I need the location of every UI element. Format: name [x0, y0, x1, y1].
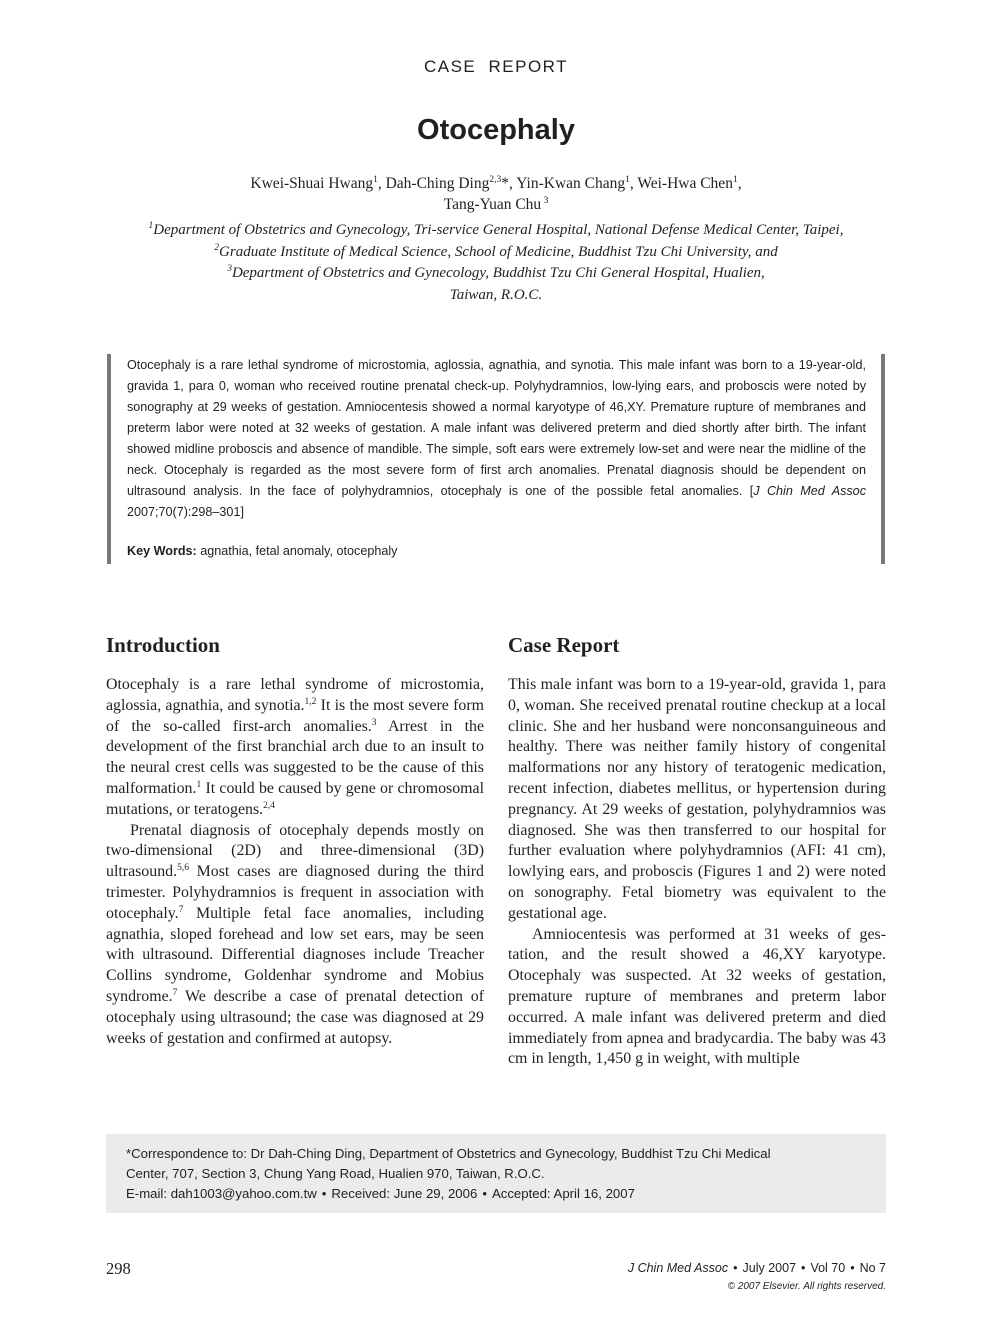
author: Kwei-Shuai Hwang	[250, 175, 374, 192]
separator: ,	[509, 175, 517, 192]
reference-mark: 7	[172, 987, 178, 998]
text-run: Arrest in the development of the first branchial arch due to an insult to the neural crest cells was suggested to be the cause of this malformation.	[106, 717, 484, 797]
reference-mark: 2,4	[263, 800, 275, 811]
bullet-separator: •	[850, 1261, 855, 1275]
email: E-mail: dah1003@yahoo.com.tw	[126, 1186, 317, 1201]
affil-mark: 3	[227, 264, 232, 274]
bullet-separator: •	[733, 1261, 738, 1275]
text-run: Most cases are diagnosed during the third trimester. Polyhydramnios is frequent in association with otocephaly.	[106, 863, 484, 922]
bullet-separator: •	[482, 1186, 487, 1201]
author: Yin-Kwan Chang	[516, 175, 626, 192]
case-report-column	[508, 634, 886, 1070]
text-run: Multiple fetal face anomalies, including agnathia, sloped forehead and low set ears, may be seen with ultrasound. Differential diagnoses include Treacher Collins syndrome, Goldenhar syndrome and Mobius syndrome.	[106, 904, 484, 1005]
citation-bracket: [	[749, 484, 754, 498]
abstract-body: Otocephaly is a rare lethal syndrome of microstomia, aglossia, agnathia, and synotia. This male infant was born to a 19-year-old, gravida 1, para 0, woman who received routine prenatal check-up. Polyhydramnios, low-lying ears, and proboscis were noted by sonography at 29 weeks of gestation. Amniocentesis showed a normal karyotype of 46,XY. Premature rupture of membranes and preterm labor were noted at 32 weeks of gestation. A male infant was delivered preterm and died shortly after birth. The infant showed midline proboscis and absence of mandible. The simple, soft ears were extremely low-set and were near the midline of the neck. Otocephaly is regarded as the most severe form of first arch anomalies. Prenatal diagnosis should be dependent on ultrasound analysis. In the face of polyhydramnios, otocephaly is one of the possible fetal anomalies.	[127, 358, 866, 498]
keywords	[127, 541, 866, 562]
correspondence-line: *Correspondence to: Dr Dah-Ching Ding, Department of Obstetrics and Gynecology, Buddhist Tzu Chi Medical	[126, 1146, 771, 1161]
section-label: CASE REPORT	[423, 57, 569, 76]
introduction-paragraph	[106, 675, 484, 821]
affiliation	[0, 242, 992, 264]
text-run: Otocephaly is a rare lethal syndrome of microstomia, aglossia, agnathia, and synotia.	[106, 676, 484, 714]
author: Tang-Yuan Chu	[443, 196, 542, 213]
volume: Vol 70	[810, 1261, 846, 1275]
reference-mark: 5,6	[177, 863, 189, 874]
issue-number: No 7	[859, 1261, 886, 1275]
text-run: It is the most severe form of the so-called first-arch anomalies.	[106, 696, 484, 735]
affil-mark: 2	[214, 242, 220, 253]
affiliation	[0, 220, 992, 242]
case-report-paragraph: This male infant was born to a 19-year-old, gravida 1, para 0, woman. She received prenatal routine checkup at a local clinic. She and her husband were nonconsanguineous and healthy. There was neither family history of congenital malformations nor any history of teratogenic medication, recent infection, diabetes mellitus, or hypertension during pregnancy. At 29 weeks of gestation, polyhydramnios was diagnosed. She was then transferred to our hospital for further evaluation where polyhydramnios (AFI: 41 cm), lowlying ears, and proboscis (Figures 1 and 2) were noted on sonography. Fetal biometry was equivalent to the gestational age.	[508, 676, 886, 922]
reference-mark: 1,2	[304, 696, 317, 707]
affiliation	[0, 285, 992, 307]
author-affil-mark: 1	[373, 175, 378, 185]
author-affil-mark: 1	[732, 175, 738, 185]
author-list	[0, 173, 992, 215]
journal-name: J Chin Med Assoc	[627, 1261, 729, 1275]
case-report-heading: Case Report	[508, 633, 620, 657]
author-affil-mark: 1	[625, 175, 630, 185]
abstract-text	[127, 355, 866, 523]
reference-mark: 7	[178, 904, 184, 915]
correspondence-line: Center, 707, Section 3, Chung Yang Road, Hualien 970, Taiwan, R.O.C.	[126, 1166, 545, 1181]
text-run: We describe a case of prenatal detection of otocephaly using ultrasound; the case was diagnosed at 29 weeks of gestation and confirmed at autopsy.	[106, 987, 484, 1047]
author-affil-mark: 3	[541, 196, 549, 206]
copyright: © 2007 Elsevier. All rights reserved.	[727, 1281, 886, 1292]
introduction-column	[106, 634, 484, 1049]
affiliation	[0, 263, 992, 285]
accepted-date: Accepted: April 16, 2007	[491, 1186, 635, 1201]
correspondence-meta	[126, 1184, 866, 1204]
introduction-paragraph	[106, 821, 484, 1050]
text-run: Prenatal diagnosis of otocephaly depends mostly on two-dimensional (2D) and three-dimensional (3D) ultrasound.	[106, 821, 484, 881]
correspondence-box	[106, 1134, 886, 1213]
author: Dah-Ching Ding	[385, 175, 490, 192]
affil-text: Department of Obstetrics and Gynecology, Buddhist Tzu Chi General Hospital, Hualien,	[231, 265, 765, 281]
author-affil-mark: 2,3	[489, 175, 502, 185]
affil-text: Taiwan, R.O.C.	[449, 286, 543, 303]
issue-date: July 2007	[742, 1261, 797, 1275]
corresponding-mark: *	[501, 175, 509, 192]
citation-journal: J Chin Med Assoc	[753, 484, 866, 498]
author: Wei-Hwa Chen	[637, 175, 733, 192]
separator: ,	[737, 175, 742, 192]
affil-text: Graduate Institute of Medical Science, School of Medicine, Buddhist Tzu Chi University, and	[219, 243, 778, 260]
journal-footer	[628, 1261, 886, 1275]
reference-mark: 3	[371, 717, 377, 728]
case-report-paragraph: Amniocentesis was performed at 31 weeks of gestation, and the result showed a 46,XY karyotype. Otocephaly was suspected. At 32 weeks of gestation, premature rupture of membranes and preterm labor occurred. A male infant was delivered preterm and died immediately from apnea and bradycardia. The baby was 43 cm in length, 1,450 g in weight, with multiple	[508, 925, 886, 1068]
separator: ,	[377, 175, 386, 192]
affil-mark: 1	[148, 221, 154, 231]
separator: ,	[629, 175, 638, 192]
bullet-separator: •	[321, 1186, 327, 1201]
text-run: It could be caused by gene or chromosomal mutations, or teratogens.	[106, 779, 484, 818]
page-number: 298	[106, 1259, 131, 1278]
abstract-box	[107, 354, 885, 564]
bullet-separator: •	[801, 1261, 806, 1275]
reference-mark: 1	[196, 779, 202, 790]
article-title: Otocephaly	[417, 114, 575, 146]
affil-text: Department of Obstetrics and Gynecology, Tri-service General Hospital, National Defense Medical Center, Taipei,	[153, 222, 844, 238]
keywords-list: agnathia, fetal anomaly, otocephaly	[200, 544, 398, 558]
received-date: Received: June 29, 2006	[331, 1186, 478, 1201]
citation-details: 2007;70(7):298–301]	[127, 505, 244, 519]
introduction-heading: Introduction	[106, 633, 220, 657]
affiliations	[0, 220, 992, 306]
keywords-label: Key Words:	[127, 544, 197, 558]
